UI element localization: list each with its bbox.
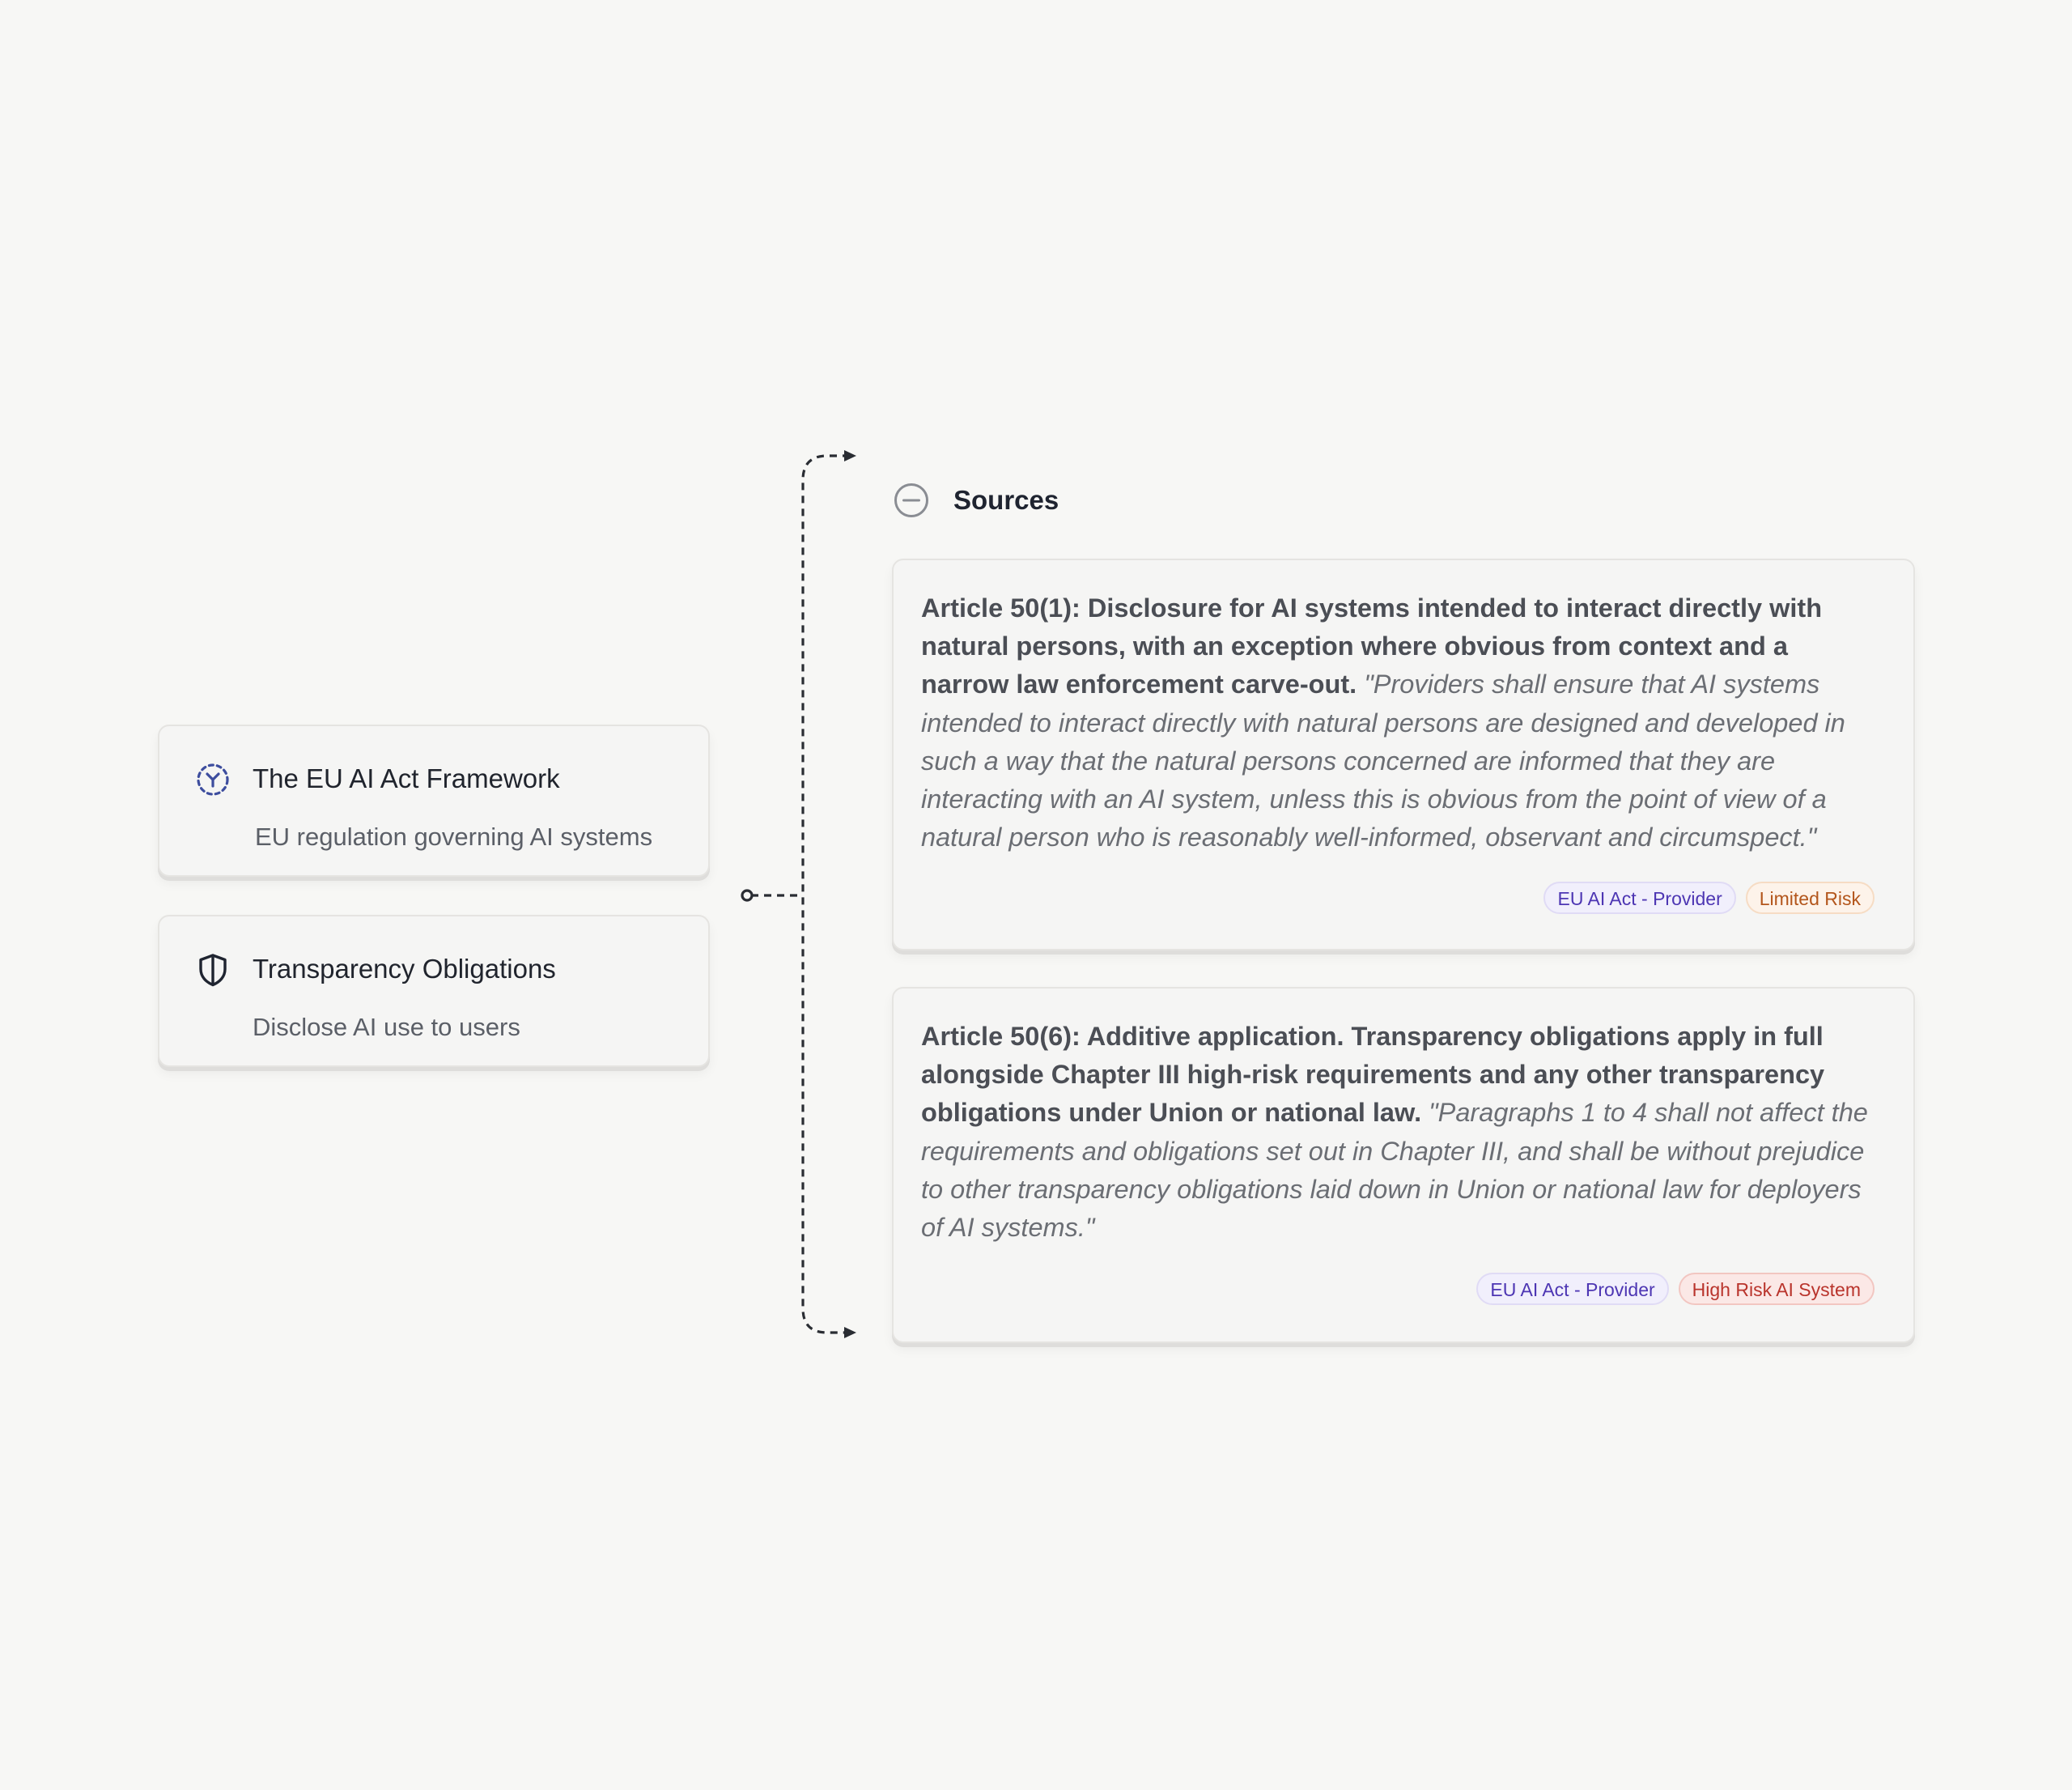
arrowhead-bottom xyxy=(844,1327,856,1338)
sources-title: Sources xyxy=(953,485,1059,515)
node-subtitle: EU regulation governing AI systems xyxy=(255,823,653,851)
connector-origin-dot xyxy=(742,891,752,900)
source-card-article-50-1 xyxy=(892,559,1915,950)
connector-bracket-line xyxy=(803,456,850,1333)
dashed-scan-branch-icon xyxy=(195,762,231,797)
source-quote: "Providers shall ensure that AI systems intended to interact directly with natural persons are designed and developed in such a way that the natural persons concerned are informed that they are interacting with an AI system, unless this is obvious from the point of view of a natural person who is reasonably well-informed, observant and circumspect." xyxy=(921,670,1845,852)
source-quote: "Paragraphs 1 to 4 shall not affect the requirements and obligations set out in Chapter III, and shall be without prejudice to other transparency obligations laid down in Union or national law for deployers of AI systems." xyxy=(921,1098,1868,1243)
source-heading: Article 50(1): Disclosure for AI systems intended to interact directly with natural persons, with an exception where obvious from context and a narrow law enforcement carve-out. xyxy=(921,593,1823,699)
source-text xyxy=(921,1018,1873,1247)
sources-header xyxy=(894,481,1059,520)
tag-high-risk-ai-system[interactable]: High Risk AI System xyxy=(1679,1273,1875,1305)
arrowhead-top xyxy=(844,450,856,461)
tag-limited-risk[interactable]: Limited Risk xyxy=(1746,882,1875,914)
tag-eu-ai-act-provider[interactable]: EU AI Act - Provider xyxy=(1543,882,1735,914)
tag-list xyxy=(1543,882,1875,914)
source-card-article-50-6 xyxy=(892,987,1915,1343)
source-heading: Article 50(6): Additive application. Transparency obligations apply in full alongside Chapter III high-risk requirements and any other transparency obligations under Union or national law. xyxy=(921,1022,1825,1128)
node-title: Transparency Obligations xyxy=(253,954,556,984)
tag-eu-ai-act-provider[interactable]: EU AI Act - Provider xyxy=(1476,1273,1668,1305)
source-text xyxy=(921,589,1873,857)
node-subtitle: Disclose AI use to users xyxy=(253,1013,520,1041)
tag-list xyxy=(1476,1273,1875,1305)
node-card-eu-ai-act-framework[interactable] xyxy=(158,725,710,877)
minus-circle-icon[interactable] xyxy=(894,483,929,518)
node-card-transparency-obligations[interactable] xyxy=(158,915,710,1067)
shield-icon xyxy=(195,952,231,988)
node-title: The EU AI Act Framework xyxy=(253,763,560,793)
